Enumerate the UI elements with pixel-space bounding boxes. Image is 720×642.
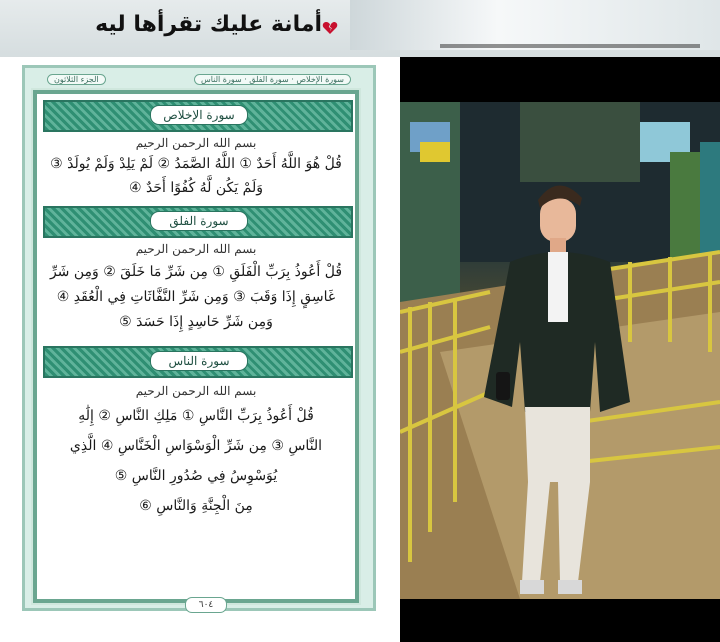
- surah-banner-ikhlas: [43, 100, 353, 132]
- verse-line: وَمِن شَرِّ حَاسِدٍ إِذَا حَسَدَ ⑤: [119, 314, 273, 330]
- photo-frame: [400, 57, 720, 642]
- surah-banner-nas: [43, 346, 353, 378]
- page-border: [22, 65, 376, 611]
- page-number: ٦٠٤: [185, 597, 227, 613]
- verse-line: غَاسِقٍ إِذَا وَقَبَ ③ وَمِن شَرِّ النَّفَّاثَاتِ فِي الْعُقَدِ ④: [56, 289, 336, 305]
- portrait-photo: [400, 102, 720, 599]
- page-text-area: [33, 90, 359, 603]
- surah-title: سورة الإخلاص: [150, 105, 248, 125]
- running-head: [25, 71, 373, 87]
- verse-line: يُوَسْوِسُ فِي صُدُورِ النَّاسِ ⑤: [114, 468, 278, 484]
- verse-line: النَّاسِ ③ مِن شَرِّ الْوَسْوَاسِ الْخَنَّاسِ ④ الَّذِي: [69, 438, 323, 454]
- running-head-center: سورة الإخلاص · سورة الفلق · سورة الناس: [194, 74, 351, 85]
- quran-page-image: [0, 57, 400, 642]
- running-head-juz: الجزء الثلاثون: [47, 74, 106, 85]
- photo-illustration: [400, 102, 720, 599]
- surah-title: سورة الناس: [150, 351, 248, 371]
- caption-text: أمانة عليك تقرأها ليه: [95, 12, 322, 37]
- basmala: بسم الله الرحمن الرحيم: [135, 136, 257, 150]
- blurred-region: [350, 0, 720, 50]
- verse-line: مِنَ الْجِنَّةِ وَالنَّاسِ ⑥: [139, 498, 253, 514]
- verse-line: قُلْ أَعُوذُ بِرَبِّ النَّاسِ ① مَلِكِ النَّاسِ ② إِلَٰهِ: [78, 408, 314, 424]
- verse-line: قُلْ أَعُوذُ بِرَبِّ الْفَلَقِ ① مِن شَرِّ مَا خَلَقَ ② وَمِن شَرِّ: [49, 264, 343, 280]
- surah-banner-falaq: [43, 206, 353, 238]
- surah-title: سورة الفلق: [150, 211, 248, 231]
- basmala: بسم الله الرحمن الرحيم: [135, 384, 257, 398]
- broken-heart-icon: [322, 20, 338, 36]
- verse-line: وَلَمْ يَكُن لَّهُ كُفُوًا أَحَدٌ ④: [129, 180, 263, 196]
- verse-line: قُلْ هُوَ اللَّهُ أَحَدٌ ① اللَّهُ الصَّمَدُ ② لَمْ يَلِدْ وَلَمْ يُولَدْ ③: [50, 156, 342, 172]
- caption-bar: [0, 0, 720, 62]
- basmala: بسم الله الرحمن الرحيم: [135, 242, 257, 256]
- blurred-line: [440, 44, 700, 48]
